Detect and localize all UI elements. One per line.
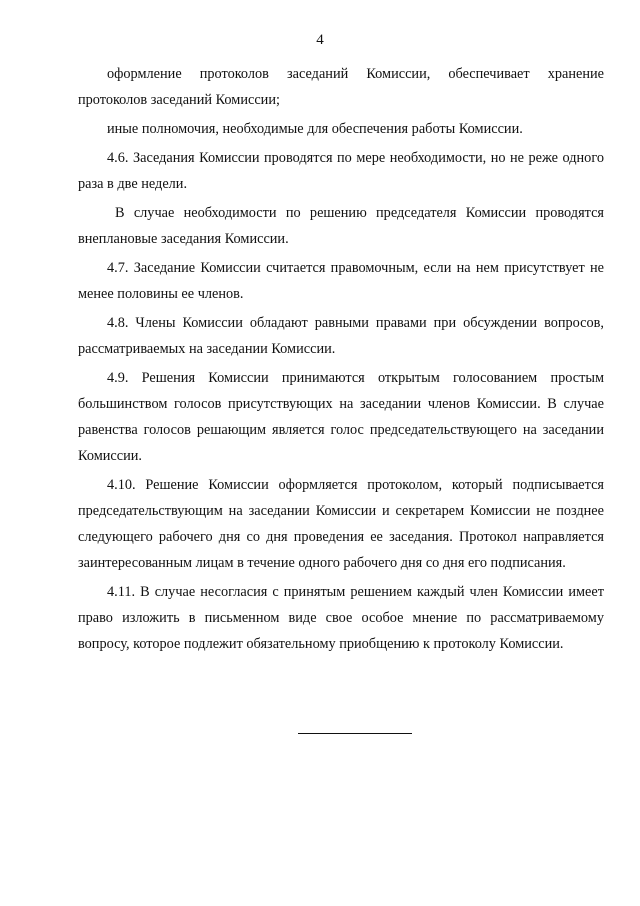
paragraph-4-9: 4.9. Решения Комиссии принимаются открытым голосованием простым большинством голосов присутствующих на заседании членов Комиссии. В случае равенства голосов решающим является голос председательствующего на заседании Комиссии. (78, 370, 604, 464)
paragraph-4-11: 4.11. В случае несогласия с принятым решением каждый член Комиссии имеет право изложить в письменном виде свое особое мнение по рассматриваемому вопросу, которое подлежит обязательному приобщению к протоколу Комиссии. (78, 584, 604, 652)
paragraph-4-10: 4.10. Решение Комиссии оформляется протоколом, который подписывается председательствующим на заседании Комиссии и секретарем Комиссии не позднее следующего рабочего дня со дня проведения ее заседания. Протокол направляется заинтересованным лицам в течение одного рабочего дня со дня его подписания. (78, 477, 604, 571)
paragraph-protocol-keeping: оформление протоколов заседаний Комиссии, обеспечивает хранение протоколов заседаний Комиссии; (78, 66, 604, 108)
paragraph-extraordinary-meetings: В случае необходимости по решению председателя Комиссии проводятся внеплановые заседания Комиссии. (78, 205, 604, 247)
page-number: 4 (316, 32, 324, 48)
document-body (78, 61, 604, 660)
paragraph-4-7: 4.7. Заседание Комиссии считается правомочным, если на нем присутствует не менее половины ее членов. (78, 260, 604, 302)
end-of-document-rule (298, 733, 412, 734)
paragraph-4-8: 4.8. Члены Комиссии обладают равными правами при обсуждении вопросов, рассматриваемых на заседании Комиссии. (78, 315, 604, 357)
paragraph-4-6: 4.6. Заседания Комиссии проводятся по мере необходимости, но не реже одного раза в две недели. (78, 150, 604, 192)
paragraph-other-powers: иные полномочия, необходимые для обеспечения работы Комиссии. (107, 121, 523, 137)
